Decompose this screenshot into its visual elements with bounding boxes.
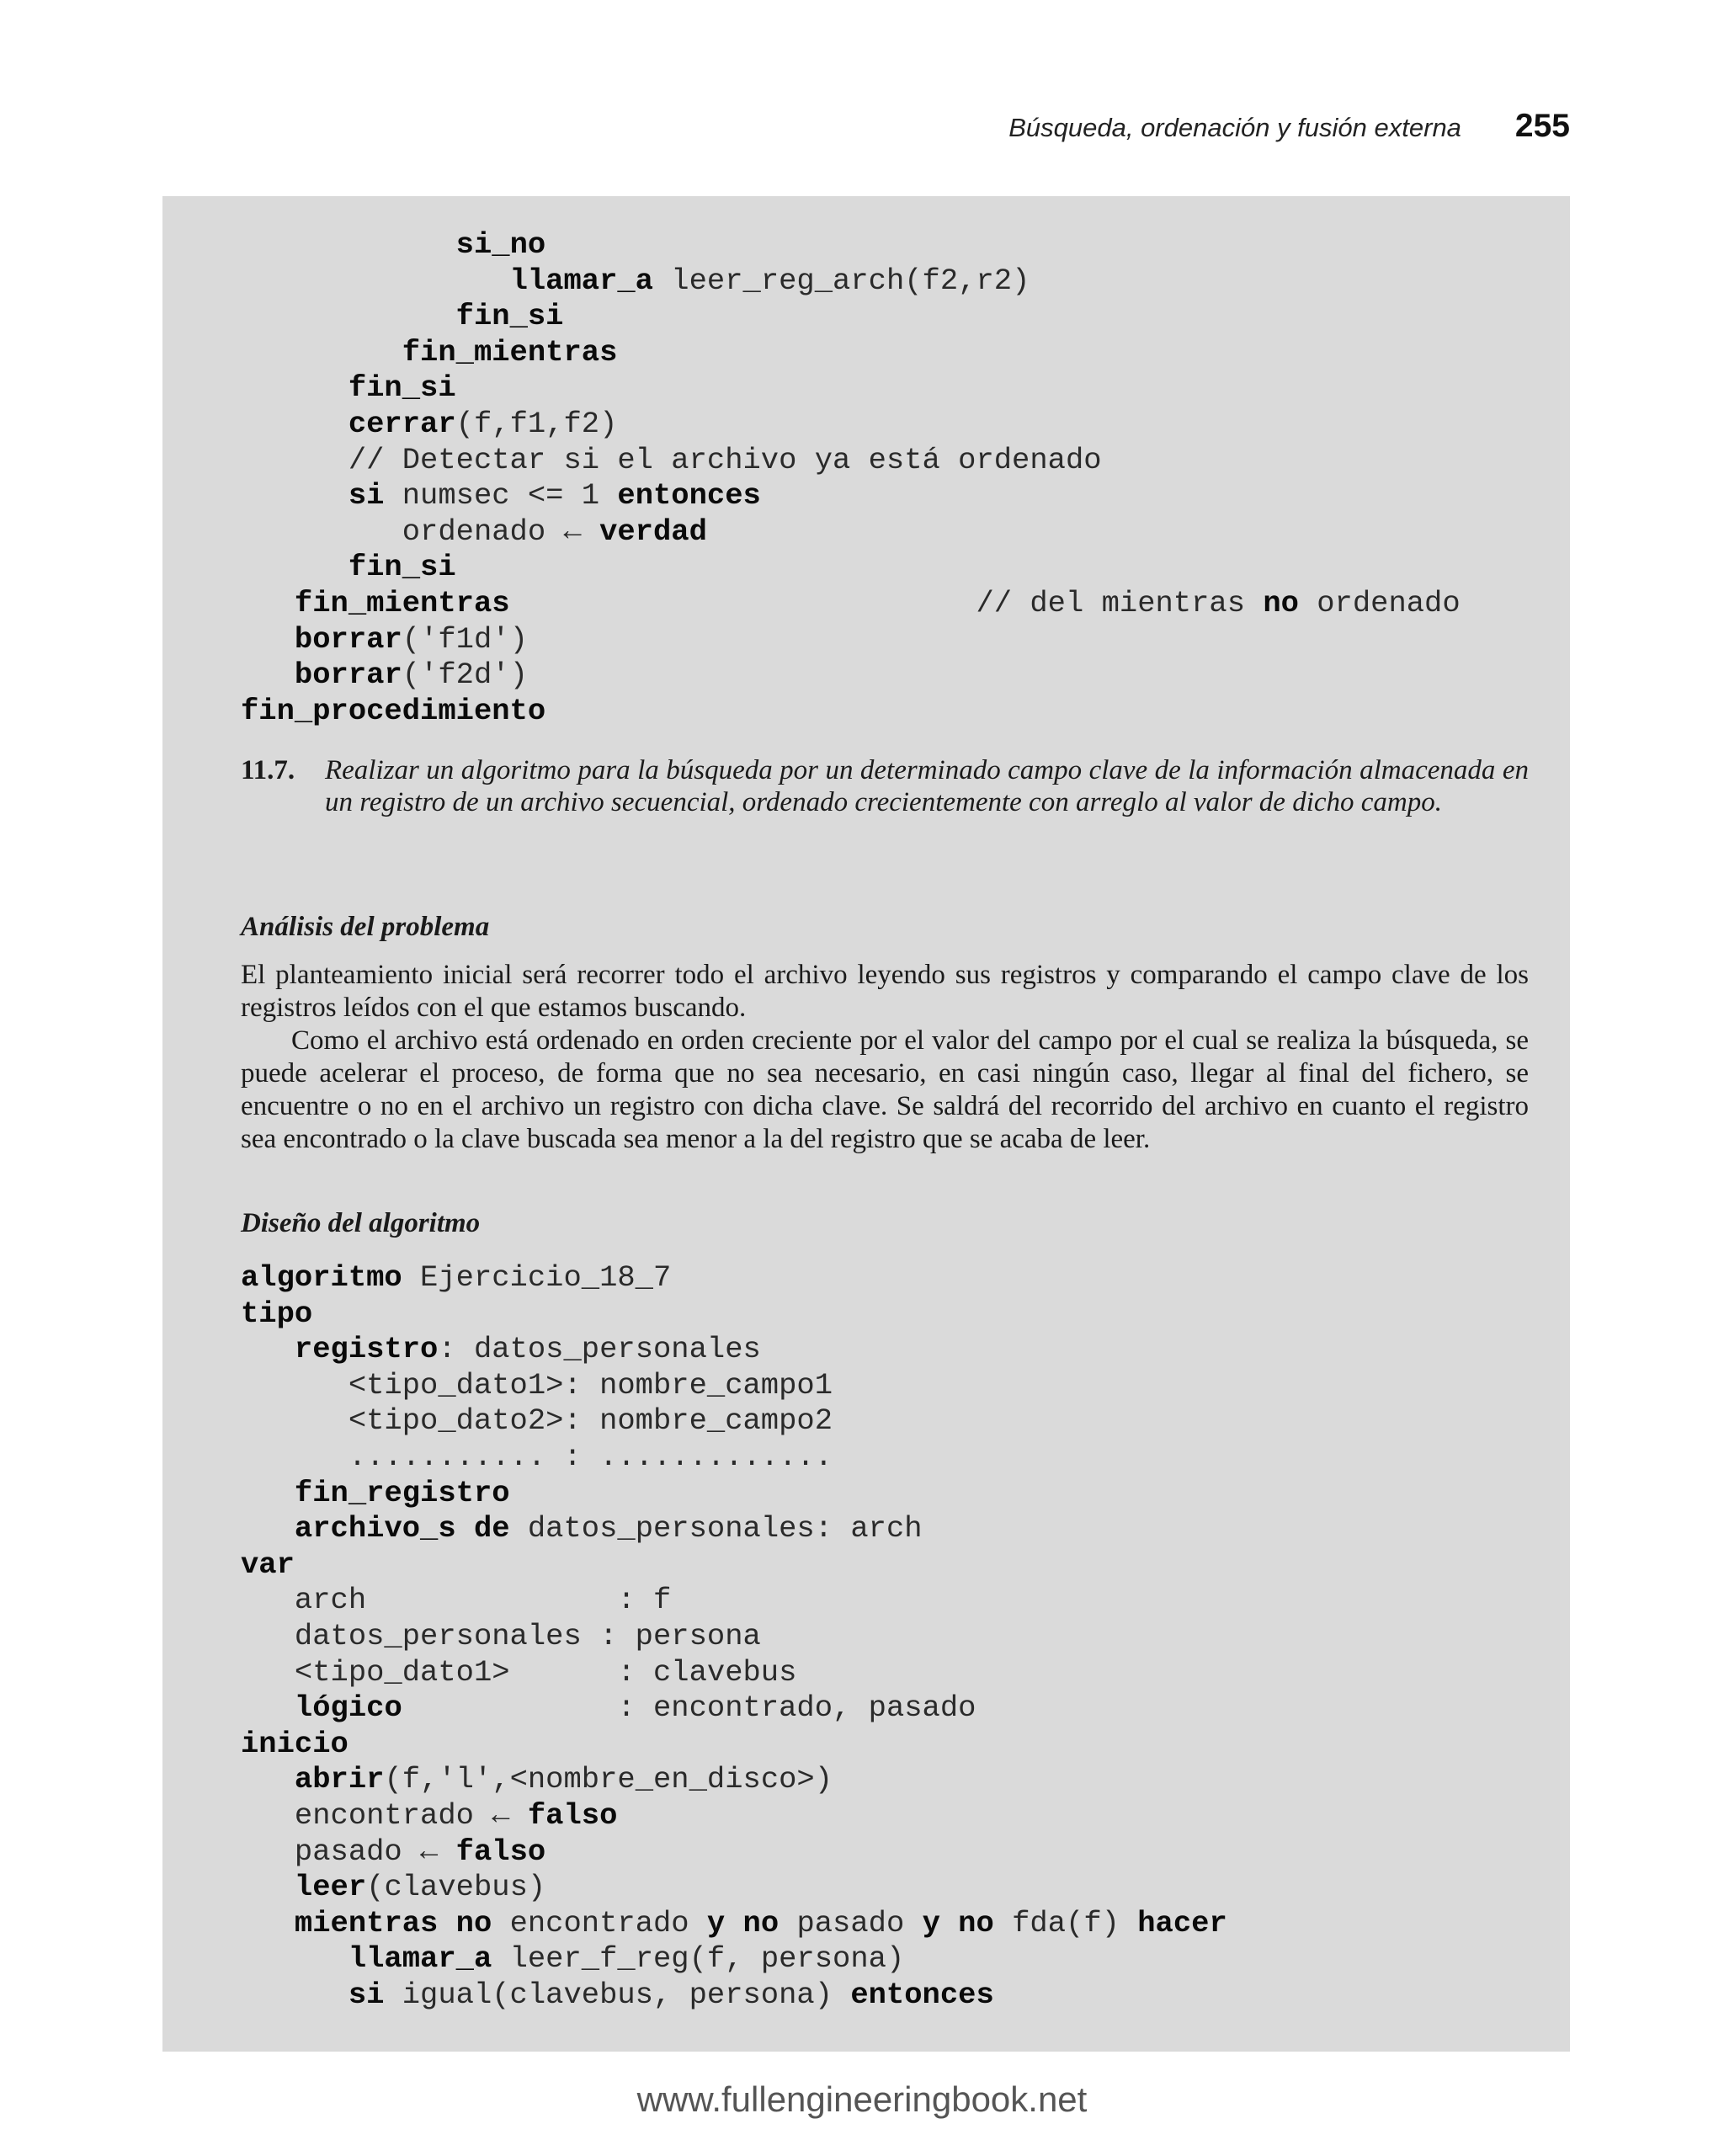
code-text: [241, 1906, 295, 1940]
code-text: datos_personales : persona: [241, 1618, 761, 1653]
code-keyword: cerrar: [348, 406, 456, 441]
code-text: numsec <= 1: [384, 478, 618, 514]
code-line: [241, 1511, 1227, 1547]
code-line: [241, 1403, 1227, 1440]
code-keyword: leer: [294, 1870, 367, 1905]
design-heading: Diseño del algoritmo: [241, 1208, 481, 1238]
code-keyword: si_no: [455, 227, 546, 262]
code-keyword: inicio: [241, 1726, 349, 1761]
content-panel: [162, 196, 1570, 2052]
code-text: : datos_personales: [438, 1332, 761, 1367]
code-line: [241, 1978, 1227, 2014]
exercise: [241, 754, 1529, 818]
analysis-paragraph: Como el archivo está ordenado en orden creciente por el valor del campo por el cual se realiza la búsqueda, se puede acelerar el proceso, de forma que no sea necesario, en casi ningún caso, llegar al final del fichero, se encuentre o no en el archivo un registro con dicha clave. Se saldrá del recorrido del archivo en cuanto el registro sea encontrado o la clave buscada sea menor a la del registro que se acaba de leer.: [241, 1025, 1529, 1154]
code-text: datos_personales: arch: [509, 1511, 923, 1546]
code-line: [241, 299, 1461, 335]
code-keyword: lógico: [294, 1690, 402, 1726]
code-keyword: archivo_s de: [294, 1511, 510, 1546]
code-line: [241, 1583, 1227, 1619]
code-text: ordenado: [1298, 585, 1461, 620]
code-line: [241, 1690, 1227, 1727]
exercise-number: 11.7.: [241, 755, 295, 785]
code-text: (f,f1,f2): [455, 406, 618, 441]
code-text: <tipo_dato2>: nombre_campo2: [241, 1403, 833, 1439]
code-keyword: si: [348, 1977, 385, 2012]
code-text: pasado ←: [241, 1834, 456, 1869]
code-keyword: y no: [706, 1905, 780, 1940]
code-keyword: entonces: [617, 478, 761, 514]
code-line: [241, 1332, 1227, 1368]
code-text: [241, 335, 402, 370]
code-line: [241, 407, 1461, 443]
code-keyword: fin_si: [348, 370, 456, 406]
analysis-text: [241, 959, 1529, 1156]
code-keyword: algoritmo: [241, 1260, 402, 1295]
code-text: [241, 1690, 295, 1725]
code-line: [241, 264, 1461, 300]
code-line: [241, 443, 1461, 479]
code-text: <tipo_dato1>: nombre_campo1: [241, 1367, 833, 1403]
code-keyword: entonces: [850, 1977, 994, 2012]
code-keyword: y no: [922, 1905, 994, 1940]
code-keyword: llamar_a: [348, 1941, 492, 1977]
exercise-statement: Realizar un algoritmo para la búsqueda por un determinado campo clave de la información almacenada en un registro de un archivo secuencial, ordenado crecientemente con arreglo al valor de dicho campo.: [325, 755, 1529, 817]
code-line: [241, 1870, 1227, 1906]
code-line: [241, 550, 1461, 586]
code-text: ........... : .............: [241, 1439, 833, 1474]
code-text: leer_reg_arch(f2,r2): [653, 263, 1030, 298]
code-keyword: no: [1263, 585, 1299, 620]
code-line: [241, 622, 1461, 658]
code-text: [241, 1511, 295, 1546]
analysis-heading: Análisis del problema: [241, 912, 490, 942]
code-keyword: borrar: [294, 621, 402, 657]
code-text: encontrado ←: [241, 1797, 528, 1833]
code-text: (clavebus): [366, 1870, 546, 1905]
code-text: [241, 622, 295, 657]
code-keyword: mientras no: [294, 1905, 492, 1940]
code-block-top: [241, 227, 1461, 729]
code-line: [241, 1762, 1227, 1798]
code-keyword: fin_procedimiento: [241, 693, 546, 728]
code-line: [241, 1476, 1227, 1512]
code-line: [241, 1655, 1227, 1691]
code-text: // Detectar si el archivo ya está ordenado: [241, 442, 1102, 477]
code-text: [241, 1978, 349, 2012]
code-text: <tipo_dato1> : clavebus: [241, 1654, 797, 1690]
code-line: [241, 1834, 1227, 1871]
code-line: [241, 1727, 1227, 1763]
code-text: [241, 1941, 349, 1976]
code-keyword: registro: [294, 1332, 439, 1367]
code-keyword: llamar_a: [509, 263, 653, 298]
code-keyword: fin_si: [348, 550, 456, 585]
code-line: [241, 1798, 1227, 1834]
code-text: encontrado: [492, 1905, 707, 1940]
code-text: [241, 550, 349, 584]
footer-url: www.fullengineeringbook.net: [636, 2079, 1088, 2119]
chapter-title: Búsqueda, ordenación y fusión externa: [1008, 113, 1461, 142]
code-text: (f,'l',<nombre_en_disco>): [384, 1762, 833, 1797]
code-text: [241, 1762, 295, 1797]
code-text: [241, 370, 349, 405]
code-keyword: abrir: [294, 1762, 385, 1797]
code-keyword: verdad: [599, 514, 707, 549]
code-line: [241, 1440, 1227, 1476]
code-line: [241, 514, 1461, 551]
code-line: [241, 1619, 1227, 1655]
code-block-bottom: [241, 1260, 1227, 2013]
code-line: [241, 1941, 1227, 1978]
code-keyword: hacer: [1137, 1905, 1227, 1940]
code-line: [241, 227, 1461, 264]
code-text: [241, 586, 295, 620]
code-keyword: borrar: [294, 657, 402, 693]
code-line: [241, 657, 1461, 694]
code-keyword: fin_si: [455, 299, 564, 334]
code-text: fda(f): [993, 1905, 1138, 1940]
code-text: ordenado ←: [241, 514, 600, 549]
code-keyword: falso: [527, 1797, 618, 1833]
code-line: [241, 1260, 1227, 1296]
code-line: [241, 1368, 1227, 1404]
code-keyword: fin_mientras: [294, 585, 510, 620]
page-number: 255: [1514, 108, 1570, 144]
code-text: arch : f: [241, 1583, 672, 1618]
code-text: Ejercicio_18_7: [402, 1260, 672, 1295]
code-text: pasado: [779, 1905, 923, 1940]
code-line: [241, 586, 1461, 622]
code-text: : encontrado, pasado: [402, 1690, 976, 1726]
code-text: [241, 1476, 295, 1510]
code-line: [241, 370, 1461, 407]
code-keyword: fin_registro: [294, 1475, 510, 1510]
code-text: [241, 657, 295, 692]
code-text: ('f1d'): [402, 621, 528, 657]
code-keyword: falso: [455, 1834, 546, 1869]
code-line: [241, 335, 1461, 371]
code-text: [241, 1870, 295, 1904]
code-text: [241, 264, 510, 298]
code-keyword: si: [348, 478, 385, 514]
code-text: [241, 407, 349, 441]
code-text: leer_f_reg(f, persona): [492, 1941, 905, 1977]
code-text: [241, 299, 456, 333]
code-text: // del mientras: [509, 585, 1264, 620]
code-line: [241, 1906, 1227, 1942]
code-line: [241, 694, 1461, 730]
code-keyword: tipo: [241, 1296, 313, 1331]
code-text: [241, 227, 456, 262]
code-line: [241, 1547, 1227, 1584]
code-keyword: var: [241, 1546, 295, 1582]
code-keyword: fin_mientras: [402, 334, 618, 370]
running-head: [960, 108, 1570, 150]
code-text: ('f2d'): [402, 657, 528, 693]
code-text: [241, 478, 349, 513]
code-text: [241, 1332, 295, 1366]
code-line: [241, 1296, 1227, 1333]
code-line: [241, 478, 1461, 514]
code-text: igual(clavebus, persona): [384, 1977, 851, 2012]
analysis-paragraph: El planteamiento inicial será recorrer todo el archivo leyendo sus registros y comparando el campo clave de los registros leídos con el que estamos buscando.: [241, 960, 1529, 1023]
